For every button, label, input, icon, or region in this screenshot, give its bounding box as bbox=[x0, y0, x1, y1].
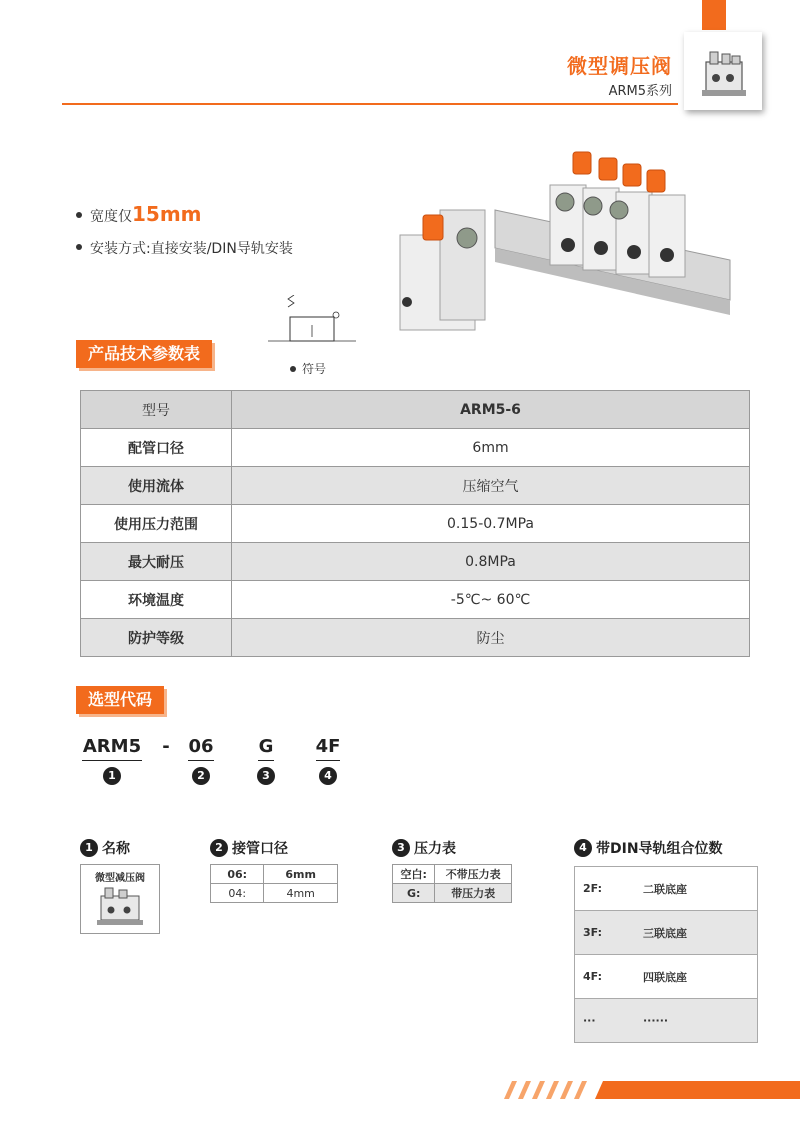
header-logo-box bbox=[684, 32, 762, 110]
table-row bbox=[211, 884, 338, 903]
code-part-series: ARM5 bbox=[82, 736, 142, 757]
legend-name-box bbox=[80, 864, 160, 934]
legend-title-text: 接管口径 bbox=[232, 841, 288, 857]
legend-badge: 4 bbox=[574, 839, 592, 857]
code-underline bbox=[188, 760, 214, 761]
spec-key: 环境温度 bbox=[81, 581, 232, 619]
spec-value: ARM5-6 bbox=[232, 391, 750, 429]
spec-key: 使用压力范围 bbox=[81, 505, 232, 543]
valve-product-icon bbox=[81, 884, 159, 930]
table-row bbox=[575, 955, 757, 999]
code-badge-1: 1 bbox=[103, 767, 121, 785]
spec-key: 使用流体 bbox=[81, 467, 232, 505]
legend-key: 空白: bbox=[393, 865, 435, 884]
legend-value: 带压力表 bbox=[435, 884, 512, 903]
legend-badge: 1 bbox=[80, 839, 98, 857]
code-underline bbox=[82, 760, 142, 761]
code-part-din: 4F bbox=[315, 736, 341, 757]
legend-key: 06: bbox=[211, 865, 264, 884]
spec-key: 配管口径 bbox=[81, 429, 232, 467]
table-row bbox=[393, 865, 512, 884]
legend-gauge-title bbox=[392, 838, 456, 858]
legend-gauge-table bbox=[392, 864, 512, 903]
spec-key: 最大耐压 bbox=[81, 543, 232, 581]
code-underline bbox=[258, 760, 274, 761]
spec-value: -5℃~ 60℃ bbox=[232, 581, 750, 619]
legend-badge: 2 bbox=[210, 839, 228, 857]
legend-key: ··· bbox=[583, 1014, 596, 1027]
spec-table bbox=[80, 390, 750, 657]
table-row bbox=[575, 867, 757, 911]
spec-key: 型号 bbox=[81, 391, 232, 429]
legend-name-label: 微型减压阀 bbox=[95, 873, 145, 884]
spec-value: 6mm bbox=[232, 429, 750, 467]
code-badge-4: 4 bbox=[319, 767, 337, 785]
feature-text: 宽度仅 bbox=[90, 209, 132, 225]
legend-value: 4mm bbox=[264, 884, 338, 903]
product-photo bbox=[385, 140, 735, 375]
spec-key: 防护等级 bbox=[81, 619, 232, 657]
table-row bbox=[393, 884, 512, 903]
code-part-port: 06 bbox=[188, 736, 214, 757]
legend-value: ······ bbox=[643, 1014, 669, 1027]
bullet-icon bbox=[76, 212, 82, 218]
table-row bbox=[81, 581, 750, 619]
feature-text: 安装方式:直接安装/DIN导轨安装 bbox=[90, 241, 293, 257]
legend-din-title bbox=[574, 838, 723, 858]
legend-key: G: bbox=[393, 884, 435, 903]
legend-value: 6mm bbox=[264, 865, 338, 884]
symbol-caption bbox=[290, 360, 326, 377]
spec-value: 防尘 bbox=[232, 619, 750, 657]
legend-key: 4F: bbox=[583, 970, 602, 983]
feature-highlight: 15mm bbox=[132, 202, 202, 226]
page-subtitle: ARM5系列 bbox=[608, 84, 672, 99]
valve-product-icon bbox=[684, 32, 762, 110]
feature-width bbox=[76, 202, 202, 226]
legend-key: 2F: bbox=[583, 882, 602, 895]
legend-value: 四联底座 bbox=[643, 970, 687, 984]
spec-section-label: 产品技术参数表 bbox=[76, 340, 212, 368]
footer-stripes bbox=[500, 1081, 800, 1099]
bullet-icon bbox=[290, 366, 296, 372]
legend-title-text: 压力表 bbox=[414, 841, 456, 857]
legend-value: 三联底座 bbox=[643, 926, 687, 940]
table-row bbox=[575, 911, 757, 955]
code-badge-2: 2 bbox=[192, 767, 210, 785]
table-row bbox=[81, 429, 750, 467]
legend-title-text: 带DIN导轨组合位数 bbox=[596, 841, 723, 857]
legend-din-table bbox=[574, 866, 758, 1043]
legend-key: 3F: bbox=[583, 926, 602, 939]
pneumatic-symbol-icon bbox=[260, 295, 360, 355]
feature-mount bbox=[76, 238, 293, 258]
legend-port-table bbox=[210, 864, 338, 903]
legend-port-title bbox=[210, 838, 288, 858]
table-row bbox=[81, 505, 750, 543]
legend-key: 04: bbox=[211, 884, 264, 903]
legend-badge: 3 bbox=[392, 839, 410, 857]
code-badge-3: 3 bbox=[257, 767, 275, 785]
table-row bbox=[81, 391, 750, 429]
table-row bbox=[81, 619, 750, 657]
spec-value: 压缩空气 bbox=[232, 467, 750, 505]
legend-value: 不带压力表 bbox=[435, 865, 512, 884]
symbol-caption-text: 符号 bbox=[302, 362, 327, 376]
legend-value: 二联底座 bbox=[643, 882, 687, 896]
header-divider bbox=[62, 103, 678, 105]
legend-title-text: 名称 bbox=[102, 841, 130, 857]
table-row bbox=[81, 467, 750, 505]
table-row bbox=[211, 865, 338, 884]
code-separator: - bbox=[162, 736, 170, 757]
code-underline bbox=[316, 760, 340, 761]
spec-value: 0.8MPa bbox=[232, 543, 750, 581]
spec-value: 0.15-0.7MPa bbox=[232, 505, 750, 543]
bullet-icon bbox=[76, 244, 82, 250]
header-accent-bar bbox=[702, 0, 726, 30]
page-title: 微型调压阀 bbox=[567, 54, 672, 78]
table-row bbox=[575, 999, 757, 1042]
legend-name-title bbox=[80, 838, 130, 858]
table-row bbox=[81, 543, 750, 581]
code-section-label: 选型代码 bbox=[76, 686, 164, 714]
code-part-gauge: G bbox=[258, 736, 274, 757]
